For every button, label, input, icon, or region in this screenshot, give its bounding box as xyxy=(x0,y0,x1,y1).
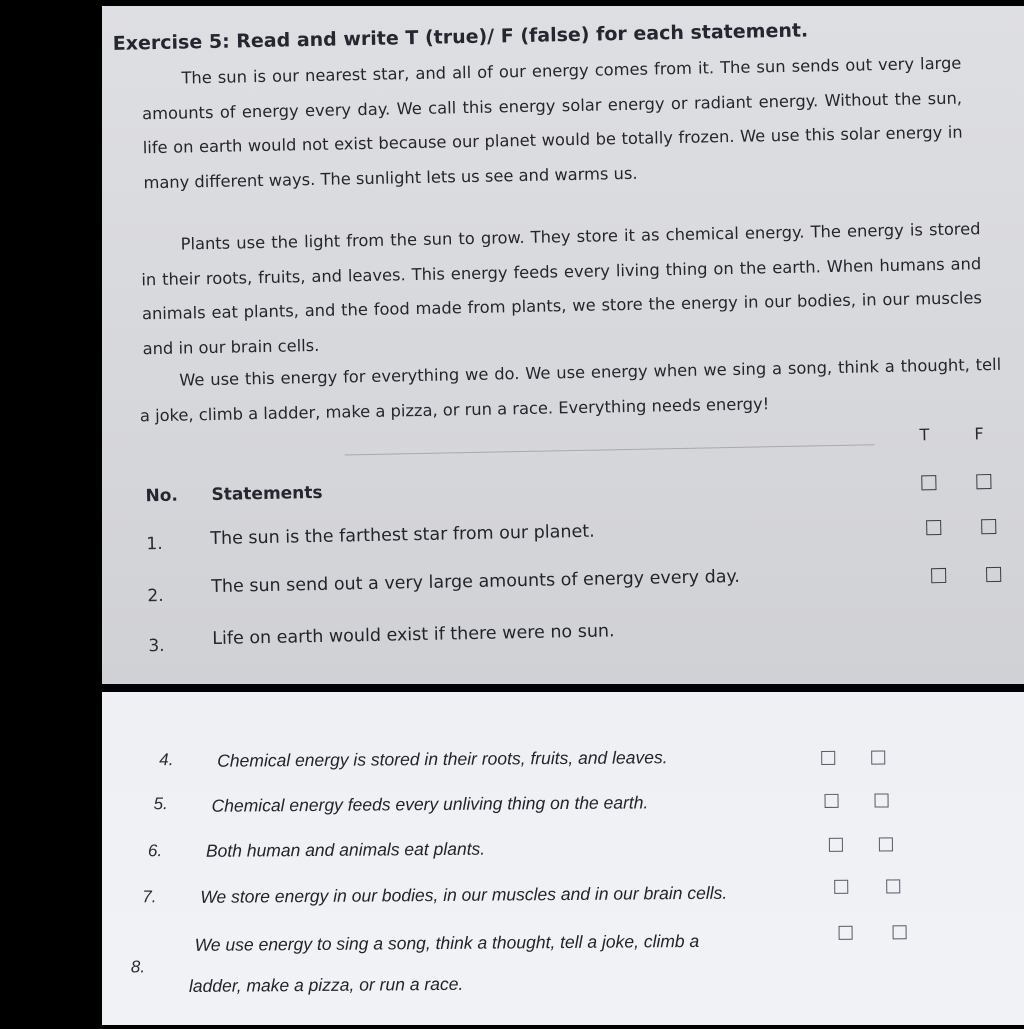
statement-6-true-checkbox[interactable] xyxy=(829,838,843,852)
statement-1-false-checkbox[interactable] xyxy=(981,519,996,534)
statement-2-true-checkbox[interactable] xyxy=(931,568,946,583)
divider-line xyxy=(345,444,875,455)
exercise-title: Exercise 5: Read and write T (true)/ F (false) for each statement. xyxy=(112,19,809,55)
header-true-checkbox[interactable] xyxy=(921,475,936,490)
statement-6-false-checkbox[interactable] xyxy=(879,837,893,851)
reading-paragraph-1: The sun is our nearest star, and all of our energy comes from it. The sun sends out very large amounts of energy every day. We call this energy solar energy or radiant energy. Without the sun, life on earth would not exist because our planet would be totally frozen. We use this solar energy in many different ways. The sunlight lets us see and warms us. xyxy=(141,53,963,192)
statement-8-true-checkbox[interactable] xyxy=(839,926,853,940)
reading-paragraph-3: We use this energy for everything we do. We use energy when we sing a song, think a thought, tell a joke, climb a ladder, make a pizza, or run a race. Everything needs energy! xyxy=(139,354,1002,425)
statement-text-6: Both human and animals eat plants. xyxy=(205,838,486,861)
statement-5-false-checkbox[interactable] xyxy=(874,793,888,807)
statement-number-5: 5. xyxy=(153,794,168,814)
statement-number-6: 6. xyxy=(147,841,163,861)
statement-number-3: 3. xyxy=(148,635,165,657)
statement-text-7: We store energy in our bodies, in our muscles and in our brain cells. xyxy=(200,882,728,907)
statement-5-true-checkbox[interactable] xyxy=(825,794,839,808)
statement-2-false-checkbox[interactable] xyxy=(986,567,1001,582)
statement-text-3: Life on earth would exist if there were no sun. xyxy=(212,621,615,650)
reading-paragraph-2: Plants use the light from the sun to grow. They store it as chemical energy. The energy is stored in their roots, fruits, and leaves. This energy feeds every living thing on the earth. When humans and animals eat plants, and the food made from plants, we store the energy in our bodies, in our muscles and in our brain cells. xyxy=(141,219,983,358)
statements-column-header: Statements xyxy=(211,482,323,506)
false-column-header: F xyxy=(974,424,984,444)
statement-number-8: 8. xyxy=(130,957,146,977)
statement-7-true-checkbox[interactable] xyxy=(834,880,848,894)
statement-4-true-checkbox[interactable] xyxy=(821,751,835,765)
statement-text-4: Chemical energy is stored in their roots, fruits, and leaves. xyxy=(217,747,668,771)
worksheet-photo-bottom xyxy=(102,692,1024,1025)
header-false-checkbox[interactable] xyxy=(976,474,991,489)
statement-number-2: 2. xyxy=(147,585,164,607)
statement-text-1: The sun is the farthest star from our planet. xyxy=(210,521,595,550)
statement-text-2: The sun send out a very large amounts of energy every day. xyxy=(211,566,741,598)
number-column-header: No. xyxy=(145,485,179,507)
statement-7-false-checkbox[interactable] xyxy=(886,879,900,893)
statement-number-4: 4. xyxy=(159,750,174,770)
statement-number-1: 1. xyxy=(146,533,163,555)
worksheet-photo-top xyxy=(102,6,1024,684)
statement-4-false-checkbox[interactable] xyxy=(871,750,885,764)
statement-text-8-line-2: ladder, make a pizza, or run a race. xyxy=(188,973,464,996)
statement-1-true-checkbox[interactable] xyxy=(926,520,941,535)
statement-number-7: 7. xyxy=(142,887,157,907)
true-column-header: T xyxy=(919,425,930,445)
statement-text-5: Chemical energy feeds every unliving thing on the earth. xyxy=(211,792,649,816)
statement-8-false-checkbox[interactable] xyxy=(893,925,907,939)
statement-text-8-line-1: We use energy to sing a song, think a thought, tell a joke, climb a xyxy=(194,930,700,955)
